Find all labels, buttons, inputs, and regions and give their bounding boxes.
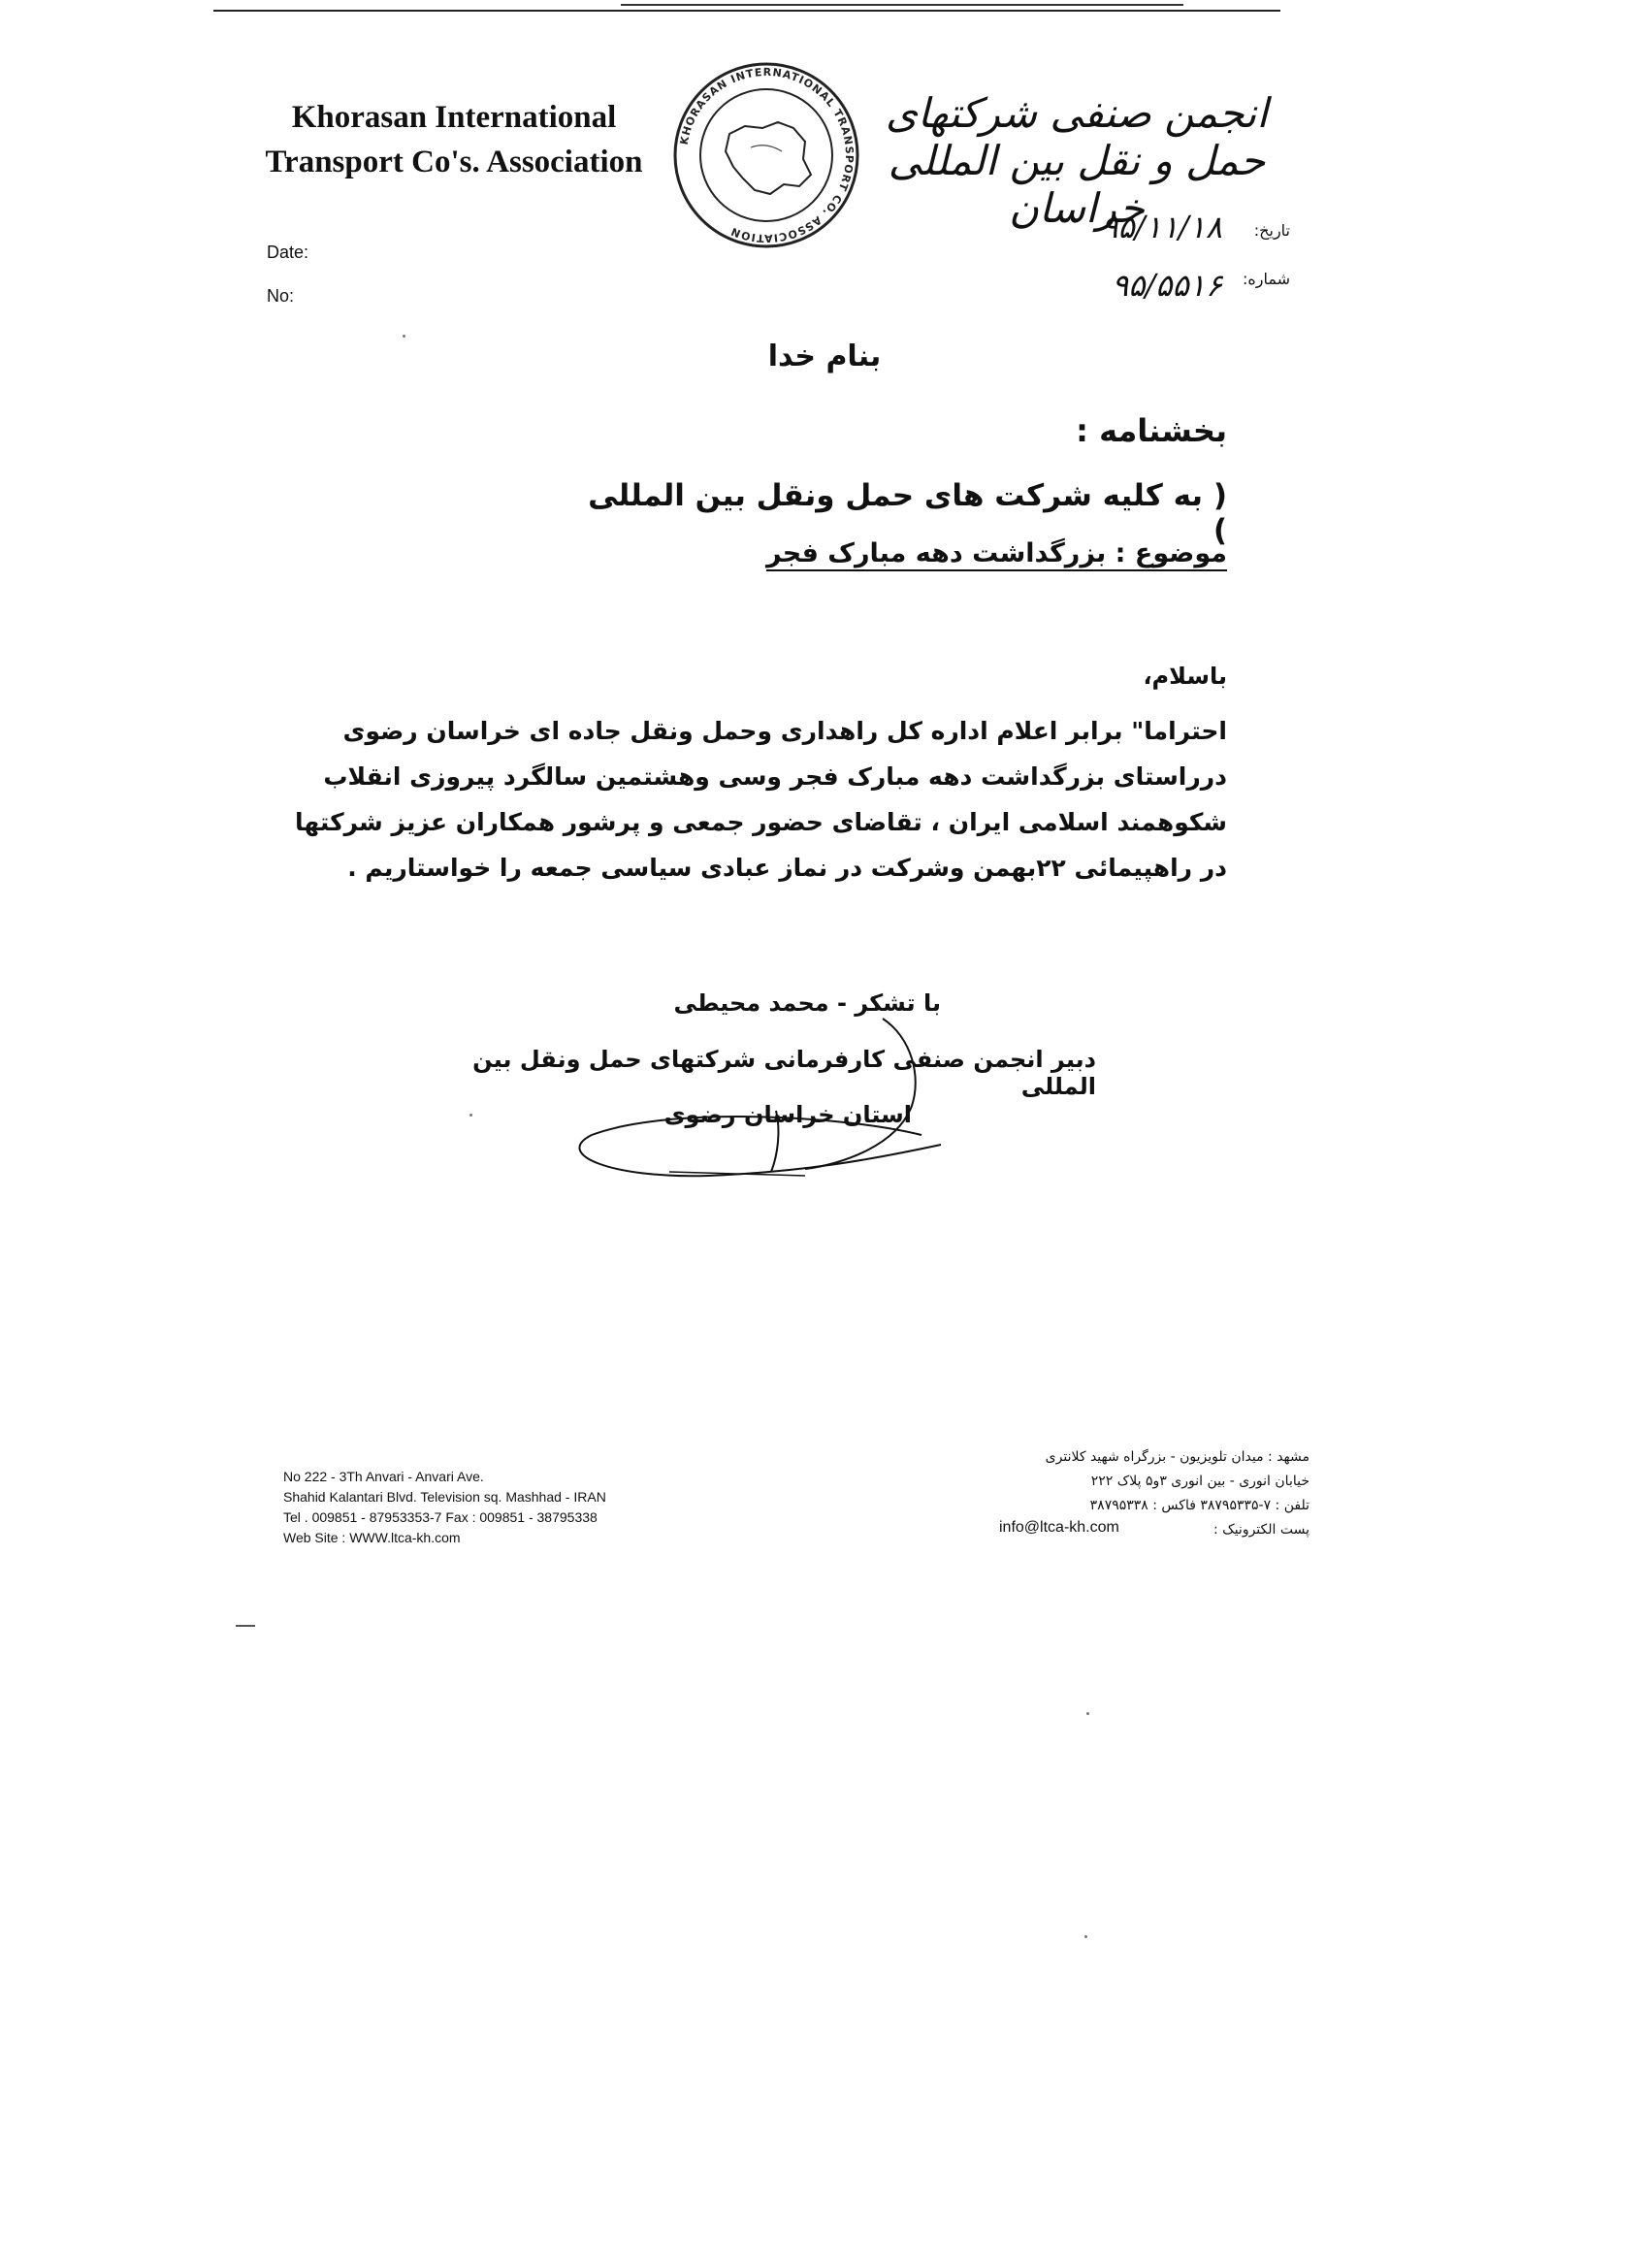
signature-name-line: با تشکر - محمد محیطی	[673, 989, 941, 1017]
top-border-line-secondary	[621, 4, 1183, 6]
no-label-fa: شماره:	[1242, 270, 1290, 288]
signature-title-line: دبیر انجمن صنفی کارفرمانی شرکتهای حمل ونقل بین المللی	[472, 1046, 1096, 1100]
handwritten-signature-icon	[553, 999, 960, 1193]
address-en-line: Tel . 009851 - 87953353-7 Fax : 009851 - 38795338	[283, 1509, 598, 1525]
address-fa-line: مشهد : میدان تلویزیون - بزرگراه شهید کلانتری	[1045, 1449, 1310, 1465]
scan-mark-dash	[236, 1625, 255, 1627]
recipient-line: ( به کلیه شرکت های حمل ونقل بین المللی )	[588, 478, 1227, 548]
svg-text:KHORASAN INTERNATIONAL TRANSPO	[678, 66, 856, 244]
signature-province-line: استان خراسان رضوی	[663, 1101, 912, 1128]
scan-dot	[403, 335, 405, 338]
footer-address-en	[283, 1467, 729, 1548]
scan-dot	[469, 1114, 472, 1117]
address-en-line: Shahid Kalantari Blvd. Television sq. Mashhad - IRAN	[283, 1489, 606, 1505]
scan-dot	[1084, 1935, 1087, 1938]
iran-map-icon	[726, 122, 811, 194]
letter-body	[291, 708, 1227, 891]
no-value-handwritten: ۹۵/۵۵۱۶	[1112, 267, 1222, 304]
org-name-en-line2: Transport Co's. Association	[265, 145, 643, 179]
org-name-en-line1: Khorasan International	[291, 100, 617, 135]
bismillah-heading: بنام خدا	[767, 340, 882, 373]
greeting: باسلام،	[1143, 663, 1227, 690]
top-border-line	[213, 10, 1280, 12]
address-fa-line: تلفن : ۷-۳۸۷۹۵۳۳۵ فاکس : ۳۸۷۹۵۳۳۸	[1089, 1498, 1310, 1513]
body-line: شکوهمند اسلامی ایران ، تقاضای حضور جمعی و پرشور همکاران عزیز شرکتها	[294, 808, 1227, 836]
association-seal-logo	[669, 58, 863, 252]
date-value-handwritten: ۹۵/۱۱/۱۸	[1101, 209, 1222, 245]
no-label-en: No:	[267, 286, 295, 306]
body-line: احتراما" برابر اعلام اداره کل راهداری وحمل ونقل جاده ای خراسان رضوی	[342, 717, 1227, 745]
body-line: در راهپیمائی ۲۲بهمن وشرکت در نماز عبادی سیاسی جمعه را خواستاریم .	[347, 854, 1227, 882]
address-en-line: No 222 - 3Th Anvari - Anvari Ave.	[283, 1469, 484, 1484]
org-name-en	[260, 95, 648, 184]
address-en-line: Web Site : WWW.ltca-kh.com	[283, 1530, 461, 1545]
footer-email: info@ltca-kh.com	[999, 1519, 1119, 1536]
seal-ring-text-en: KHORASAN INTERNATIONAL TRANSPORT CO. ASSOCIATION	[677, 65, 857, 245]
org-name-fa: انجمن صنفی شرکتهای حمل و نقل بین المللی خراسان	[885, 89, 1269, 232]
circular-title: بخشنامه :	[1076, 412, 1227, 449]
subject-line	[737, 538, 1227, 568]
address-fa-line: پست الکترونیک :	[1213, 1522, 1310, 1538]
date-label-en: Date:	[267, 243, 309, 262]
date-label-fa: تاریخ:	[1253, 221, 1290, 240]
subject-text: موضوع : بزرگداشت دهه مبارک فجر	[765, 538, 1227, 568]
body-line: درراستای بزرگداشت دهه مبارک فجر وسی وهشتمین سالگرد پیروزی انقلاب	[323, 762, 1227, 791]
address-fa-line: خیابان انوری - بین انوری ۳و۵ پلاک ۲۲۲	[1090, 1474, 1310, 1489]
scan-dot	[1086, 1712, 1089, 1715]
